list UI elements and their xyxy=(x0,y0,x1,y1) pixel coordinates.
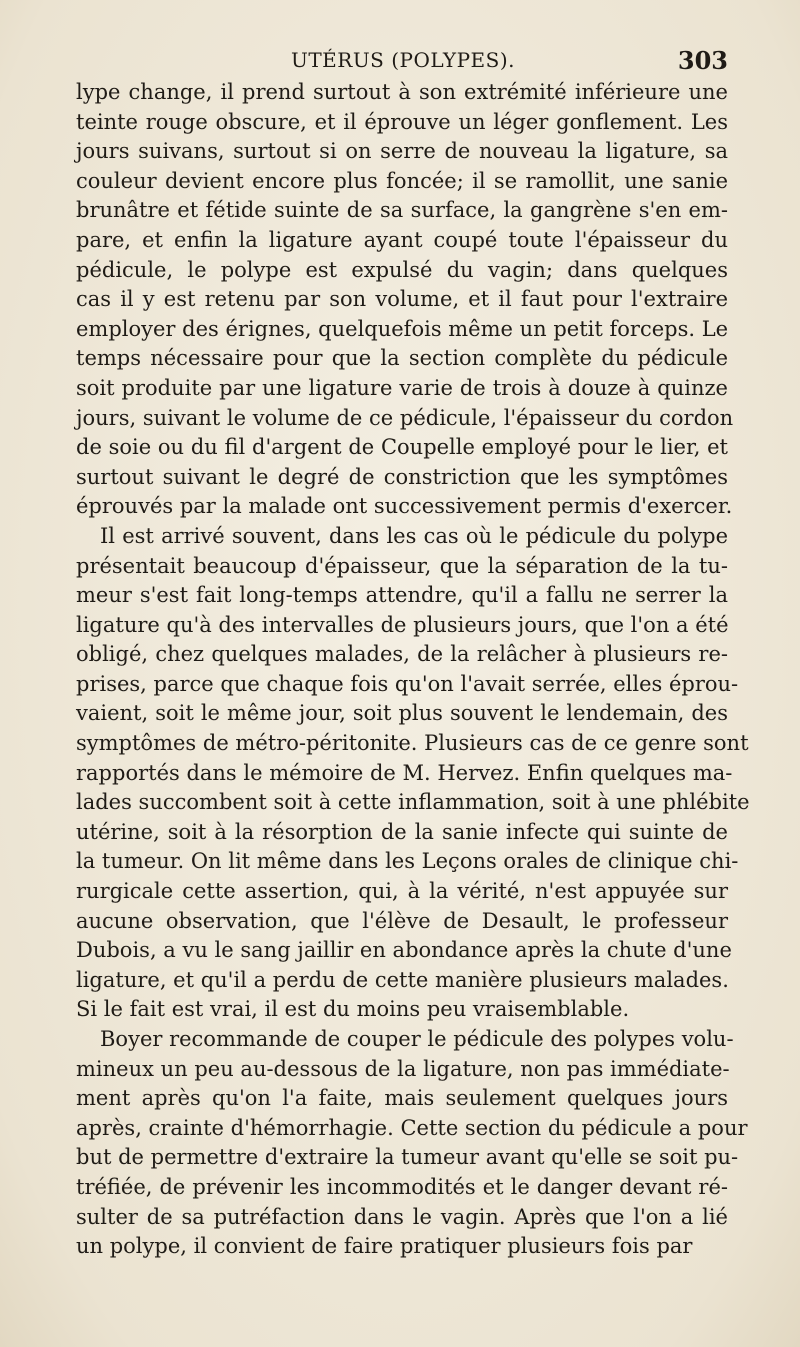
text-line: ligature qu'à des intervalles de plusieurs jours, que l'on a été xyxy=(76,612,729,637)
text-line: sulter de sa putréfaction dans le vagin. Après que l'on a lié xyxy=(76,1204,728,1229)
text-line: prises, parce que chaque fois qu'on l'avait serrée, elles éprou- xyxy=(76,671,739,696)
text-line: employer des érignes, quelquefois même un petit forceps. Le xyxy=(76,316,729,341)
paragraph xyxy=(76,522,750,1025)
text-line: pédicule, le polype est expulsé du vagin; dans quelques xyxy=(76,257,728,282)
page-number: 303 xyxy=(677,46,728,75)
text-line: vaient, soit le même jour, soit plus souvent le lendemain, des xyxy=(76,701,728,726)
text-line: soit produite par une ligature varie de trois à douze à quinze xyxy=(76,375,728,400)
text-line: but de permettre d'extraire la tumeur avant qu'elle se soit pu- xyxy=(76,1145,739,1170)
text-line: Si le fait est vrai, il est du moins peu vraisemblable. xyxy=(76,997,630,1022)
text-line: présentait beaucoup d'épaisseur, que la séparation de la tu- xyxy=(76,553,728,578)
paragraph xyxy=(76,1025,748,1262)
text-line: mineux un peu au-dessous de la ligature, non pas immédiate- xyxy=(76,1056,730,1081)
running-title: UTÉRUS (POLYPES). xyxy=(290,48,516,72)
text-line: aucune observation, que l'élève de Desault, le professeur xyxy=(76,908,728,933)
text-line: Il est arrivé souvent, dans les cas où le pédicule du polype xyxy=(100,523,728,548)
text-line: de soie ou du fil d'argent de Coupelle employé pour le lier, et xyxy=(76,435,728,460)
text-line: cas il y est retenu par son volume, et il faut pour l'extraire xyxy=(76,287,728,312)
text-line: lades succombent soit à cette inflammation, soit à une phlébite xyxy=(76,790,750,815)
text-line: couleur devient encore plus foncée; il se ramollit, une sanie xyxy=(76,168,728,193)
text-line: un polype, il convient de faire pratiquer plusieurs fois par xyxy=(76,1234,693,1259)
text-line: la tumeur. On lit même dans les Leçons orales de clinique chi- xyxy=(76,849,739,874)
text-line: jours suivans, surtout si on serre de nouveau la ligature, sa xyxy=(76,139,728,164)
text-line: brunâtre et fétide suinte de sa surface, la gangrène s'en em- xyxy=(76,198,728,223)
text-line: éprouvés par la malade ont successivement permis d'exercer. xyxy=(76,494,733,519)
text-line: temps nécessaire pour que la section complète du pédicule xyxy=(76,346,728,371)
text-line: jours, suivant le volume de ce pédicule, l'épaisseur du cordon xyxy=(76,405,734,430)
text-line: obligé, chez quelques malades, de la relâcher à plusieurs re- xyxy=(76,642,728,667)
text-line: teinte rouge obscure, et il éprouve un léger gonflement. Les xyxy=(76,109,728,134)
text-line: pare, et enfin la ligature ayant coupé toute l'épaisseur du xyxy=(76,227,728,252)
text-line: rurgicale cette assertion, qui, à la vérité, n'est appuyée sur xyxy=(76,879,728,904)
text-line: surtout suivant le degré de constriction que les symptômes xyxy=(76,464,728,489)
text-line: Boyer recommande de couper le pédicule des polypes volu- xyxy=(100,1027,734,1051)
text-line: ligature, et qu'il a perdu de cette manière plusieurs malades. xyxy=(76,967,729,992)
text-line: après, crainte d'hémorrhagie. Cette section du pédicule a pour xyxy=(76,1115,748,1140)
text-line: Dubois, a vu le sang jaillir en abondance après la chute d'une xyxy=(76,938,732,963)
text-line: utérine, soit à la résorption de la sanie infecte qui suinte de xyxy=(76,819,728,844)
text-line: ment après qu'on l'a faite, mais seulement quelques jours xyxy=(76,1086,728,1111)
text-line: lype change, il prend surtout à son extrémité inférieure une xyxy=(76,80,728,104)
body-text xyxy=(76,78,750,1262)
text-line: tréfiée, de prévenir les incommodités et le danger devant ré- xyxy=(76,1174,728,1199)
text-line: meur s'est fait long-temps attendre, qu'il a fallu ne serrer la xyxy=(76,583,728,608)
text-line: symptômes de métro-péritonite. Plusieurs cas de ce genre sont xyxy=(76,731,749,756)
text-line: rapportés dans le mémoire de M. Hervez. Enfin quelques ma- xyxy=(76,760,733,785)
paragraph xyxy=(76,78,734,522)
